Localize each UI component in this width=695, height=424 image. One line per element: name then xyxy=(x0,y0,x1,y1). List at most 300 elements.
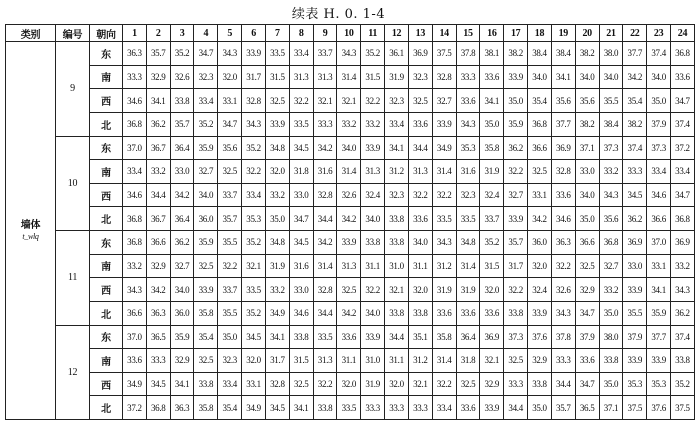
value-cell: 35.7 xyxy=(170,112,194,136)
value-cell: 33.2 xyxy=(337,112,361,136)
value-cell: 33.4 xyxy=(123,160,147,184)
value-cell: 32.2 xyxy=(432,372,456,396)
value-cell: 34.0 xyxy=(361,301,385,325)
value-cell: 31.9 xyxy=(432,278,456,302)
value-cell: 31.0 xyxy=(385,254,409,278)
value-cell: 35.5 xyxy=(218,231,242,255)
value-cell: 33.8 xyxy=(194,372,218,396)
value-cell: 34.0 xyxy=(337,136,361,160)
table-row xyxy=(6,136,695,160)
value-cell: 32.1 xyxy=(385,278,409,302)
orientation-cell: 西 xyxy=(90,183,123,207)
header-orientation: 朝向 xyxy=(90,25,123,42)
header-hour: 17 xyxy=(504,25,528,42)
value-cell: 33.1 xyxy=(528,183,552,207)
value-cell: 33.0 xyxy=(289,183,313,207)
group-number-cell: 12 xyxy=(56,325,90,420)
group-number-cell: 11 xyxy=(56,231,90,326)
value-cell: 36.3 xyxy=(146,301,170,325)
orientation-cell: 东 xyxy=(90,136,123,160)
value-cell: 33.0 xyxy=(289,278,313,302)
header-row xyxy=(6,25,695,42)
value-cell: 35.6 xyxy=(218,136,242,160)
header-hour: 3 xyxy=(170,25,194,42)
value-cell: 33.1 xyxy=(218,89,242,113)
header-hour: 19 xyxy=(551,25,575,42)
value-cell: 35.7 xyxy=(146,42,170,66)
value-cell: 32.5 xyxy=(408,89,432,113)
value-cell: 37.6 xyxy=(528,325,552,349)
value-cell: 37.6 xyxy=(647,396,671,420)
value-cell: 31.7 xyxy=(504,254,528,278)
value-cell: 33.4 xyxy=(432,396,456,420)
value-cell: 32.0 xyxy=(408,278,432,302)
value-cell: 35.2 xyxy=(242,136,266,160)
value-cell: 31.5 xyxy=(361,65,385,89)
table-row xyxy=(6,325,695,349)
value-cell: 36.3 xyxy=(123,42,147,66)
value-cell: 33.9 xyxy=(623,278,647,302)
value-cell: 34.0 xyxy=(528,65,552,89)
value-cell: 34.4 xyxy=(313,207,337,231)
value-cell: 34.9 xyxy=(432,136,456,160)
value-cell: 35.3 xyxy=(456,136,480,160)
orientation-cell: 东 xyxy=(90,231,123,255)
header-hour: 7 xyxy=(265,25,289,42)
value-cell: 36.6 xyxy=(647,207,671,231)
group-number-cell: 10 xyxy=(56,136,90,231)
value-cell: 34.1 xyxy=(647,278,671,302)
value-cell: 35.0 xyxy=(504,89,528,113)
value-cell: 32.4 xyxy=(480,183,504,207)
value-cell: 32.8 xyxy=(313,183,337,207)
value-cell: 33.7 xyxy=(480,207,504,231)
header-hour: 20 xyxy=(575,25,599,42)
table-row xyxy=(6,65,695,89)
value-cell: 32.7 xyxy=(194,160,218,184)
value-cell: 33.9 xyxy=(647,349,671,373)
value-cell: 35.8 xyxy=(480,136,504,160)
table-title: 续表 H. 0. 1-4 xyxy=(291,7,386,22)
value-cell: 31.6 xyxy=(456,160,480,184)
value-cell: 36.8 xyxy=(599,231,623,255)
table-row xyxy=(6,278,695,302)
value-cell: 36.0 xyxy=(528,231,552,255)
value-cell: 33.3 xyxy=(551,349,575,373)
value-cell: 33.5 xyxy=(242,278,266,302)
orientation-cell: 东 xyxy=(90,42,123,66)
value-cell: 32.9 xyxy=(528,349,552,373)
value-cell: 34.8 xyxy=(265,136,289,160)
value-cell: 32.1 xyxy=(480,349,504,373)
value-cell: 33.8 xyxy=(361,231,385,255)
orientation-cell: 西 xyxy=(90,278,123,302)
value-cell: 33.4 xyxy=(289,42,313,66)
value-cell: 32.9 xyxy=(146,254,170,278)
table-row xyxy=(6,254,695,278)
value-cell: 32.3 xyxy=(408,65,432,89)
value-cell: 37.9 xyxy=(647,112,671,136)
value-cell: 35.2 xyxy=(361,42,385,66)
value-cell: 33.5 xyxy=(337,396,361,420)
value-cell: 33.3 xyxy=(408,396,432,420)
value-cell: 32.5 xyxy=(218,160,242,184)
value-cell: 35.2 xyxy=(170,42,194,66)
value-cell: 34.3 xyxy=(456,112,480,136)
value-cell: 32.7 xyxy=(504,183,528,207)
header-hour: 10 xyxy=(337,25,361,42)
value-cell: 32.1 xyxy=(242,254,266,278)
value-cell: 35.0 xyxy=(599,372,623,396)
value-cell: 35.5 xyxy=(218,301,242,325)
value-cell: 35.0 xyxy=(575,207,599,231)
value-cell: 33.6 xyxy=(480,65,504,89)
value-cell: 33.9 xyxy=(242,42,266,66)
value-cell: 31.4 xyxy=(313,254,337,278)
value-cell: 36.9 xyxy=(408,42,432,66)
value-cell: 31.5 xyxy=(289,349,313,373)
value-cell: 33.7 xyxy=(218,183,242,207)
value-cell: 37.3 xyxy=(647,136,671,160)
value-cell: 31.5 xyxy=(265,65,289,89)
value-cell: 34.9 xyxy=(123,372,147,396)
value-cell: 31.2 xyxy=(408,349,432,373)
value-cell: 31.8 xyxy=(456,349,480,373)
value-cell: 34.5 xyxy=(265,396,289,420)
value-cell: 35.4 xyxy=(218,396,242,420)
value-cell: 36.8 xyxy=(146,396,170,420)
header-hour: 13 xyxy=(408,25,432,42)
header-hour: 21 xyxy=(599,25,623,42)
value-cell: 33.8 xyxy=(289,325,313,349)
value-cell: 37.9 xyxy=(623,325,647,349)
value-cell: 36.8 xyxy=(123,207,147,231)
value-cell: 36.9 xyxy=(480,325,504,349)
value-cell: 33.6 xyxy=(456,396,480,420)
value-cell: 33.2 xyxy=(599,160,623,184)
orientation-cell: 北 xyxy=(90,301,123,325)
value-cell: 34.7 xyxy=(575,372,599,396)
value-cell: 37.3 xyxy=(504,325,528,349)
value-cell: 33.6 xyxy=(480,301,504,325)
table-body xyxy=(6,42,695,420)
value-cell: 32.2 xyxy=(361,278,385,302)
value-cell: 32.2 xyxy=(504,278,528,302)
value-cell: 38.1 xyxy=(480,42,504,66)
value-cell: 33.3 xyxy=(623,160,647,184)
value-cell: 32.8 xyxy=(313,278,337,302)
orientation-cell: 东 xyxy=(90,325,123,349)
header-number: 编号 xyxy=(56,25,90,42)
value-cell: 33.6 xyxy=(551,183,575,207)
value-cell: 33.3 xyxy=(146,349,170,373)
value-cell: 37.4 xyxy=(671,112,695,136)
value-cell: 33.6 xyxy=(408,207,432,231)
value-cell: 36.7 xyxy=(146,136,170,160)
value-cell: 31.3 xyxy=(337,254,361,278)
value-cell: 31.9 xyxy=(385,65,409,89)
table-row xyxy=(6,183,695,207)
value-cell: 32.6 xyxy=(337,183,361,207)
value-cell: 32.2 xyxy=(408,183,432,207)
value-cell: 31.9 xyxy=(480,160,504,184)
value-cell: 31.1 xyxy=(337,349,361,373)
header-hour: 22 xyxy=(623,25,647,42)
value-cell: 38.2 xyxy=(575,112,599,136)
header-hour: 9 xyxy=(313,25,337,42)
value-cell: 35.6 xyxy=(551,89,575,113)
value-cell: 32.5 xyxy=(528,160,552,184)
table-row xyxy=(6,231,695,255)
value-cell: 34.6 xyxy=(123,183,147,207)
value-cell: 34.5 xyxy=(146,372,170,396)
category-cell xyxy=(6,42,56,420)
value-cell: 33.7 xyxy=(313,42,337,66)
value-cell: 37.4 xyxy=(671,325,695,349)
category-symbol: t_wlq xyxy=(22,231,39,241)
value-cell: 34.1 xyxy=(480,89,504,113)
value-cell: 33.9 xyxy=(480,396,504,420)
value-cell: 32.0 xyxy=(242,349,266,373)
value-cell: 36.5 xyxy=(146,325,170,349)
value-cell: 35.9 xyxy=(194,231,218,255)
value-cell: 35.3 xyxy=(623,372,647,396)
value-cell: 33.3 xyxy=(313,112,337,136)
value-cell: 36.6 xyxy=(123,301,147,325)
table-row xyxy=(6,89,695,113)
header-hour: 2 xyxy=(146,25,170,42)
value-cell: 33.4 xyxy=(385,112,409,136)
value-cell: 33.2 xyxy=(265,183,289,207)
value-cell: 37.7 xyxy=(551,112,575,136)
value-cell: 32.2 xyxy=(289,89,313,113)
value-cell: 35.0 xyxy=(599,301,623,325)
value-cell: 33.8 xyxy=(385,231,409,255)
value-cell: 35.0 xyxy=(265,207,289,231)
value-cell: 31.6 xyxy=(313,160,337,184)
value-cell: 34.0 xyxy=(361,207,385,231)
value-cell: 36.8 xyxy=(123,231,147,255)
orientation-cell: 南 xyxy=(90,160,123,184)
value-cell: 33.6 xyxy=(408,112,432,136)
value-cell: 32.2 xyxy=(551,254,575,278)
value-cell: 31.9 xyxy=(361,372,385,396)
value-cell: 36.7 xyxy=(146,207,170,231)
header-hour: 16 xyxy=(480,25,504,42)
value-cell: 34.3 xyxy=(337,42,361,66)
value-cell: 34.2 xyxy=(170,183,194,207)
value-cell: 33.3 xyxy=(123,65,147,89)
value-cell: 34.7 xyxy=(575,301,599,325)
value-cell: 37.1 xyxy=(599,396,623,420)
value-cell: 32.3 xyxy=(385,183,409,207)
value-cell: 35.2 xyxy=(194,112,218,136)
value-cell: 33.5 xyxy=(456,207,480,231)
value-cell: 35.0 xyxy=(647,89,671,113)
value-cell: 33.9 xyxy=(361,136,385,160)
value-cell: 34.4 xyxy=(551,372,575,396)
value-cell: 35.9 xyxy=(170,325,194,349)
value-cell: 34.0 xyxy=(575,65,599,89)
value-cell: 32.3 xyxy=(194,65,218,89)
value-cell: 32.9 xyxy=(170,349,194,373)
value-cell: 33.2 xyxy=(265,278,289,302)
value-cell: 34.5 xyxy=(289,136,313,160)
value-cell: 35.8 xyxy=(432,325,456,349)
value-cell: 34.0 xyxy=(408,231,432,255)
value-cell: 34.3 xyxy=(599,183,623,207)
value-cell: 32.0 xyxy=(337,372,361,396)
value-cell: 34.2 xyxy=(337,301,361,325)
value-cell: 33.8 xyxy=(504,301,528,325)
value-cell: 34.9 xyxy=(242,396,266,420)
value-cell: 37.5 xyxy=(623,396,647,420)
value-cell: 34.2 xyxy=(623,65,647,89)
value-cell: 31.1 xyxy=(385,349,409,373)
value-cell: 32.5 xyxy=(337,278,361,302)
value-cell: 33.3 xyxy=(456,65,480,89)
value-cell: 33.5 xyxy=(313,325,337,349)
value-cell: 33.9 xyxy=(432,112,456,136)
data-table xyxy=(5,24,695,420)
value-cell: 33.8 xyxy=(408,301,432,325)
value-cell: 35.9 xyxy=(504,112,528,136)
value-cell: 31.3 xyxy=(408,160,432,184)
value-cell: 34.2 xyxy=(146,278,170,302)
value-cell: 37.9 xyxy=(575,325,599,349)
value-cell: 32.8 xyxy=(432,65,456,89)
value-cell: 33.8 xyxy=(170,89,194,113)
value-cell: 37.1 xyxy=(575,136,599,160)
value-cell: 36.2 xyxy=(146,112,170,136)
value-cell: 37.0 xyxy=(123,325,147,349)
value-cell: 33.2 xyxy=(123,254,147,278)
value-cell: 33.7 xyxy=(218,278,242,302)
value-cell: 36.8 xyxy=(671,42,695,66)
value-cell: 33.2 xyxy=(146,160,170,184)
value-cell: 36.6 xyxy=(575,231,599,255)
value-cell: 33.5 xyxy=(289,112,313,136)
table-row xyxy=(6,112,695,136)
value-cell: 36.2 xyxy=(623,207,647,231)
value-cell: 36.2 xyxy=(504,136,528,160)
value-cell: 35.4 xyxy=(623,89,647,113)
value-cell: 34.1 xyxy=(289,396,313,420)
value-cell: 34.7 xyxy=(289,207,313,231)
value-cell: 32.1 xyxy=(337,89,361,113)
table-row xyxy=(6,372,695,396)
header-hour: 24 xyxy=(671,25,695,42)
value-cell: 32.7 xyxy=(170,254,194,278)
value-cell: 35.7 xyxy=(218,207,242,231)
value-cell: 34.3 xyxy=(671,278,695,302)
header-hour: 12 xyxy=(385,25,409,42)
value-cell: 33.2 xyxy=(671,254,695,278)
value-cell: 34.4 xyxy=(504,396,528,420)
value-cell: 31.7 xyxy=(242,65,266,89)
header-hour: 15 xyxy=(456,25,480,42)
value-cell: 36.9 xyxy=(671,231,695,255)
value-cell: 33.6 xyxy=(456,89,480,113)
value-cell: 37.7 xyxy=(647,325,671,349)
value-cell: 33.5 xyxy=(265,42,289,66)
value-cell: 37.3 xyxy=(599,136,623,160)
value-cell: 34.4 xyxy=(408,136,432,160)
value-cell: 31.0 xyxy=(361,349,385,373)
value-cell: 37.0 xyxy=(647,231,671,255)
value-cell: 36.4 xyxy=(170,207,194,231)
orientation-cell: 南 xyxy=(90,254,123,278)
value-cell: 32.0 xyxy=(385,372,409,396)
value-cell: 33.8 xyxy=(313,396,337,420)
value-cell: 35.8 xyxy=(194,396,218,420)
value-cell: 34.2 xyxy=(337,207,361,231)
orientation-cell: 南 xyxy=(90,349,123,373)
value-cell: 32.9 xyxy=(480,372,504,396)
value-cell: 34.8 xyxy=(456,231,480,255)
value-cell: 35.4 xyxy=(194,325,218,349)
value-cell: 37.2 xyxy=(123,396,147,420)
value-cell: 36.3 xyxy=(170,396,194,420)
orientation-cell: 南 xyxy=(90,65,123,89)
value-cell: 32.2 xyxy=(313,372,337,396)
value-cell: 33.8 xyxy=(385,207,409,231)
value-cell: 31.3 xyxy=(289,65,313,89)
value-cell: 33.9 xyxy=(265,112,289,136)
header-hour: 1 xyxy=(123,25,147,42)
value-cell: 32.7 xyxy=(599,254,623,278)
header-hour: 14 xyxy=(432,25,456,42)
value-cell: 32.2 xyxy=(361,89,385,113)
value-cell: 33.4 xyxy=(218,372,242,396)
value-cell: 32.8 xyxy=(551,160,575,184)
value-cell: 35.0 xyxy=(528,396,552,420)
value-cell: 33.6 xyxy=(123,349,147,373)
value-cell: 33.9 xyxy=(361,325,385,349)
value-cell: 34.3 xyxy=(551,301,575,325)
value-cell: 36.4 xyxy=(170,136,194,160)
value-cell: 33.6 xyxy=(575,349,599,373)
value-cell: 38.2 xyxy=(504,42,528,66)
value-cell: 34.0 xyxy=(647,65,671,89)
value-cell: 36.9 xyxy=(551,136,575,160)
value-cell: 32.5 xyxy=(265,89,289,113)
value-cell: 37.8 xyxy=(456,42,480,66)
value-cell: 32.2 xyxy=(242,160,266,184)
value-cell: 34.1 xyxy=(551,65,575,89)
value-cell: 35.3 xyxy=(242,207,266,231)
value-cell: 32.9 xyxy=(146,65,170,89)
value-cell: 37.0 xyxy=(123,136,147,160)
value-cell: 35.0 xyxy=(480,112,504,136)
value-cell: 36.1 xyxy=(385,42,409,66)
value-cell: 35.8 xyxy=(194,301,218,325)
value-cell: 31.8 xyxy=(289,160,313,184)
value-cell: 31.4 xyxy=(456,254,480,278)
value-cell: 36.2 xyxy=(170,231,194,255)
value-cell: 31.4 xyxy=(337,160,361,184)
value-cell: 34.0 xyxy=(575,183,599,207)
value-cell: 31.5 xyxy=(480,254,504,278)
value-cell: 33.4 xyxy=(671,160,695,184)
header-hour: 4 xyxy=(194,25,218,42)
value-cell: 32.4 xyxy=(528,278,552,302)
value-cell: 33.5 xyxy=(432,207,456,231)
value-cell: 34.9 xyxy=(265,301,289,325)
value-cell: 36.8 xyxy=(671,207,695,231)
value-cell: 32.1 xyxy=(408,372,432,396)
orientation-cell: 西 xyxy=(90,372,123,396)
